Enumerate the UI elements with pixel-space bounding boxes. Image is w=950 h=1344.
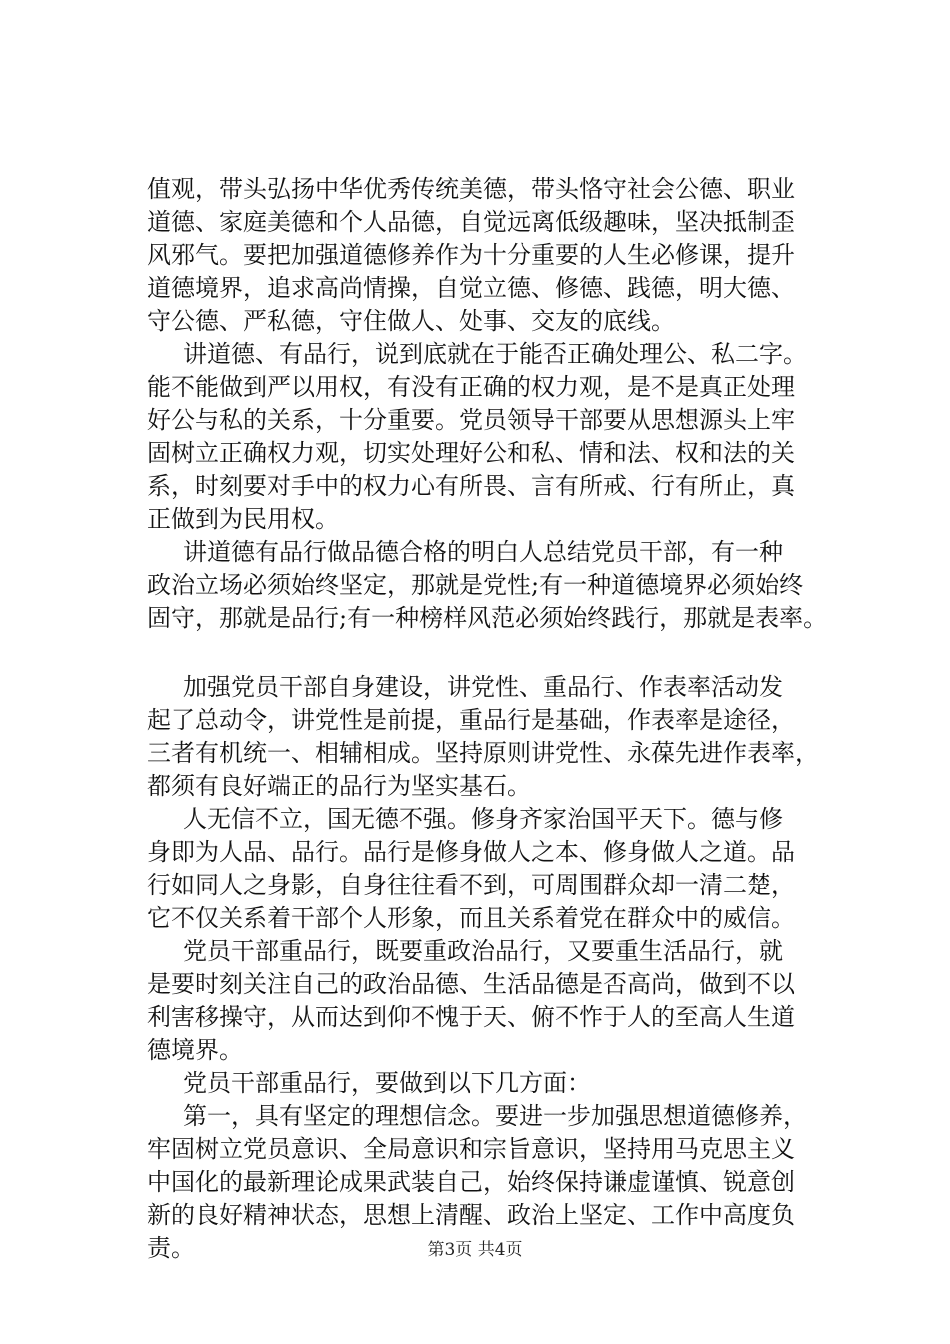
text-line: 值观，带头弘扬中华优秀传统美德，带头恪守社会公德、职业 — [147, 175, 795, 203]
page-footer — [0, 1238, 950, 1262]
text-line: 人无信不立，国无德不强。修身齐家治国平天下。德与修 — [183, 805, 783, 833]
paragraph — [147, 338, 847, 536]
text-line: 固树立正确权力观，切实处理好公和私、情和法、权和法的关 — [147, 439, 795, 467]
text-line: 党员干部重品行，既要重政治品行，又要重生活品行，就 — [183, 937, 783, 965]
text-line: 都须有良好端正的品行为坚实基石。 — [147, 772, 531, 800]
text-line: 好公与私的关系，十分重要。党员领导干部要从思想源头上牢 — [147, 406, 795, 434]
text-line: 风邪气。要把加强道德修养作为十分重要的人生必修课，提升 — [147, 241, 795, 269]
text-line: 行如同人之身影，自身往往看不到，可周围群众却一清二楚， — [147, 871, 795, 899]
text-line: 牢固树立党员意识、全局意识和宗旨意识，坚持用马克思主义 — [147, 1135, 795, 1163]
text-line: 道德境界，追求高尚情操，自觉立德、修德、践德，明大德、 — [147, 274, 795, 302]
paragraph — [147, 173, 847, 338]
text-line: 道德、家庭美德和个人品德，自觉远离低级趣味，坚决抵制歪 — [147, 208, 795, 236]
text-line: 正做到为民用权。 — [147, 505, 339, 533]
text-line: 起了总动令，讲党性是前提，重品行是基础，作表率是途径， — [147, 706, 795, 734]
text-line: 系，时刻要对手中的权力心有所畏、言有所戒、行有所止，真 — [147, 472, 795, 500]
text-line: 三者有机统一、相辅相成。坚持原则讲党性、永葆先进作表率， — [147, 739, 819, 767]
text-line: 讲道德、有品行，说到底就在于能否正确处理公、私二字。 — [183, 340, 807, 368]
text-line: 利害移操守，从而达到仰不愧于天、俯不怍于人的至高人生道 — [147, 1003, 795, 1031]
text-line: 第一，具有坚定的理想信念。要进一步加强思想道德修养， — [183, 1102, 807, 1130]
text-line: 它不仅关系着干部个人形象，而且关系着党在群众中的威信。 — [147, 904, 795, 932]
paragraph — [147, 803, 847, 935]
text-line: 责。 — [147, 1234, 195, 1262]
text-line: 中国化的最新理论成果武装自己，始终保持谦虚谨慎、锐意创 — [147, 1168, 795, 1196]
document-body — [147, 173, 847, 1265]
paragraph — [147, 671, 847, 803]
text-line: 守公德、严私德，守住做人、处事、交友的底线。 — [147, 307, 675, 335]
text-line: 是要时刻关注自己的政治品德、生活品德是否高尚，做到不以 — [147, 970, 795, 998]
paragraph-gap — [147, 635, 847, 671]
paragraph — [147, 536, 847, 635]
text-line: 党员干部重品行，要做到以下几方面： — [183, 1069, 591, 1097]
text-line: 加强党员干部自身建设，讲党性、重品行、作表率活动发 — [183, 673, 783, 701]
text-line: 能不能做到严以用权，有没有正确的权力观，是不是真正处理 — [147, 373, 795, 401]
text-line: 讲道德有品行做品德合格的明白人总结党员干部，有一种 — [183, 538, 783, 566]
text-line: 固守，那就是品行;有一种榜样风范必须始终践行，那就是表率。 — [147, 604, 828, 632]
paragraph — [147, 935, 847, 1067]
text-line: 德境界。 — [147, 1036, 243, 1064]
paragraph — [147, 1067, 847, 1100]
text-line: 政治立场必须始终坚定，那就是党性;有一种道德境界必须始终 — [147, 571, 804, 599]
text-line: 新的良好精神状态，思想上清醒、政治上坚定、工作中高度负 — [147, 1201, 795, 1229]
page-number: 第3页 共4页 — [427, 1240, 523, 1260]
text-line: 身即为人品、品行。品行是修身做人之本、修身做人之道。品 — [147, 838, 795, 866]
